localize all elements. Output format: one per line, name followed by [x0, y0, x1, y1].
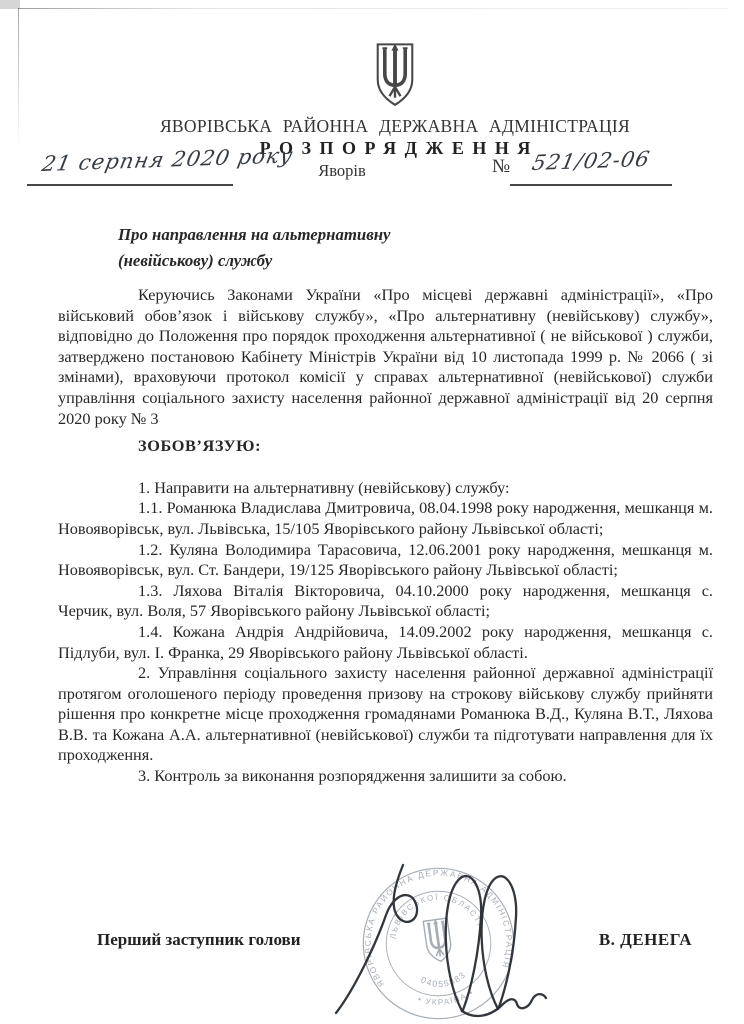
stamp-country: • УКРАЇНА •	[416, 987, 476, 1008]
handwritten-date: 21 серпня 2020 року	[40, 143, 296, 176]
document-body	[58, 222, 713, 787]
order-item-1-1: 1.1. Романюка Владислава Дмитровича, 08.04.1998 року народження, мешканця м. Новояворівськ, вул. Львівська, 15/105 Яворівського району Львівської області;	[58, 498, 713, 538]
handwritten-number: 521/02-06	[530, 146, 653, 175]
stamp-inner-ring-text: ЛЬВІВСЬКОЇ ОБЛАСТІ	[388, 892, 486, 940]
order-item-1-3: 1.3. Ляхова Віталія Вікторовича, 04.10.2000 року народження, мешканця с. Черчик, вул. Воля, 57 Яворівського району Львівської області;	[58, 580, 713, 621]
number-underline	[510, 184, 672, 186]
subject-heading	[118, 222, 713, 273]
signatory-name: В. ДЕНЕГА	[598, 930, 692, 949]
preamble-paragraph: Керуючись Законами України «Про місцеві державні адміністрації», «Про військовий обов’язок і військову службу», «Про альтернативну (невійськову) службу», відповідно до Положення про порядок проходження альтернативної ( не військової ) служби, затверджено постановою Кабінету Міністрів України від 10 листопада 1999 р. № 2066 ( зі змінами), враховуючи протокол комісії у справах альтернативної (невійськової) служби управління соціального захисту населення районної державної адміністрації від 20 серпня 2020 року № 3	[58, 285, 713, 428]
ukraine-trident-emblem-icon	[371, 42, 419, 108]
directive-word: ЗОБОВ’ЯЗУЮ:	[138, 436, 262, 456]
stamp-code: 04055883	[419, 969, 468, 990]
stamp-outer-ring-text: ЯВОРІВСЬКА РАЙОННА ДЕРЖАВНА АДМІНІСТРАЦІЯ	[363, 868, 514, 989]
number-label: №	[492, 156, 511, 177]
scan-artifact-left-line	[18, 8, 19, 148]
order-item-1-2: 1.2. Куляна Володимира Тарасовича, 12.06.2001 року народження, мешканця м. Новояворівськ, вул. Ст. Бандери, 19/125 Яворівського району Львівської області;	[58, 539, 713, 580]
org-name: ЯВОРІВСЬКА РАЙОННА ДЕРЖАВНА АДМІНІСТРАЦІЯ	[159, 116, 631, 136]
scan-artifact-corner	[0, 0, 20, 9]
order-item-3: 3. Контроль за виконання розпорядження залишити за собою.	[138, 766, 567, 786]
place-name: Яворів	[318, 161, 366, 180]
date-underline	[27, 184, 233, 186]
document-header	[40, 42, 744, 159]
order-item-1-4: 1.4. Кожана Андрія Андрійовича, 14.09.2002 року народження, мешканця с. Підлуби, вул. І. Франка, 29 Яворівського району Львівської області.	[58, 621, 713, 662]
handwritten-signature	[310, 853, 565, 1024]
order-item-1: 1. Направити на альтернативну (невійськову) службу:	[138, 477, 510, 497]
document-type-title: РОЗПОРЯДЖЕННЯ	[259, 138, 539, 158]
subject-line-1: Про направлення на альтернативну	[118, 225, 391, 244]
order-item-2: 2. Управління соціального захисту населення районної державної адміністрації протягом оголошеного періоду проведення призову на строкову військову службу прийняти рішення про конкретне місце проходження громадянами Романюка В.Д., Куляна В.Т., Ляхова В.В. та Кожана А.А. альтернативної (невійськової) служби та підготувати направлення для їх проходження.	[58, 663, 713, 765]
scan-artifact-top-line	[18, 8, 728, 9]
subject-line-2: (невійськову) службу	[118, 250, 273, 270]
signatory-title: Перший заступник голови	[97, 930, 301, 949]
